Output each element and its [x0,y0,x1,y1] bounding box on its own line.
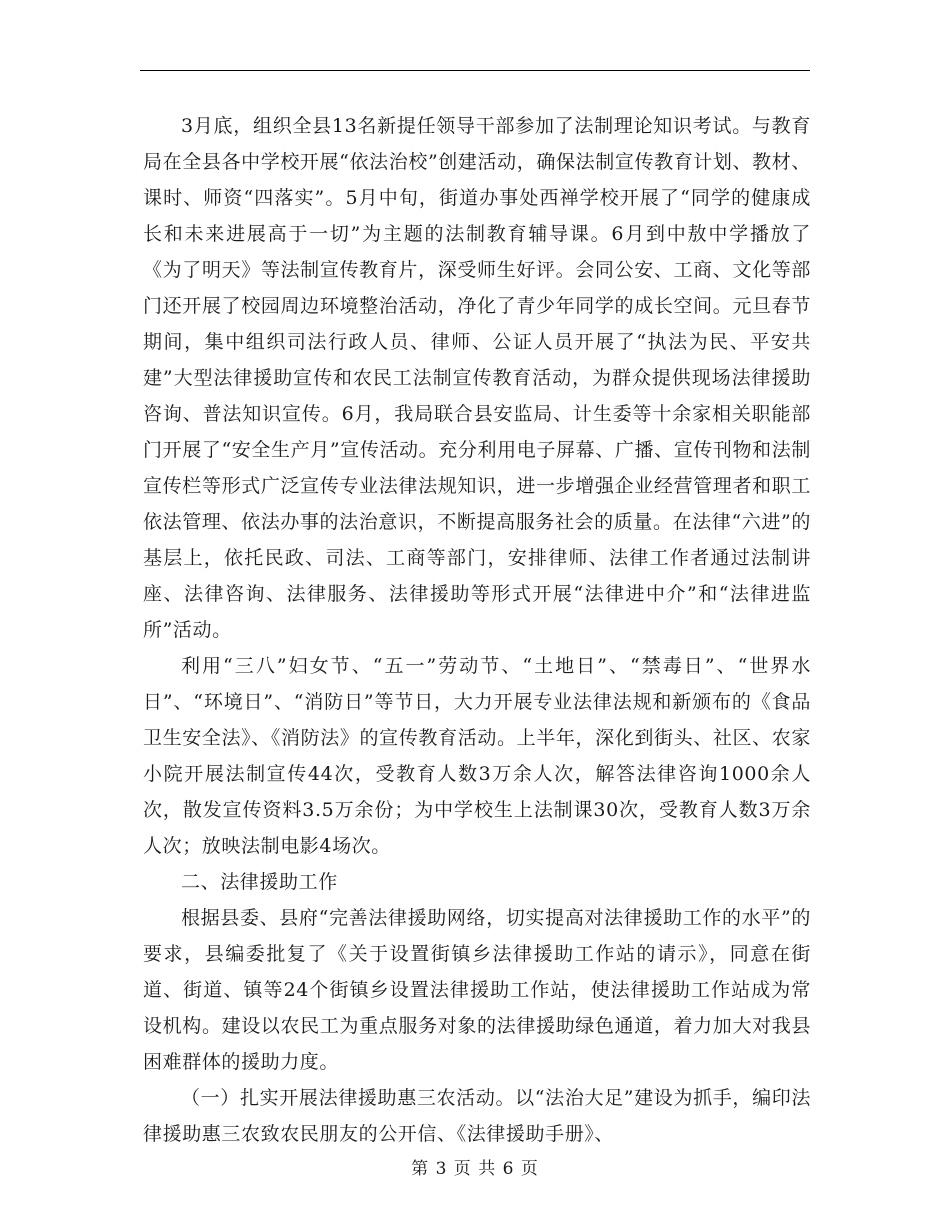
paragraph-legal-aid-network: 根据县委、县府“完善法律援助网络，切实提高对法律援助工作的水平”的要求，县编委批复了《关于设置街镇乡法律援助工作站的请示》，同意在街道、街道、镇等24个街镇乡设置法律援助工作站，使法律援助工作站成为常设机构。建设以农民工为重点服务对象的法律援助绿色通道，着力加大对我县困难群体的援助力度。 [143,907,811,1073]
document-body [143,108,811,1152]
paragraph-festival-campaigns: 利用“三八”妇女节、“五一”劳动节、“土地日”、“禁毒日”、“世界水日”、“环境日”、“消防日”等节日，大力开展专业法律法规和新颁布的《食品卫生安全法》、《消防法》的宣传教育活动。上半年，深化到街头、社区、农家小院开展法制宣传44次，受教育人数3万余人次，解答法律咨询1000余人次，散发宣传资料3.5万余份；为中学校生上法制课30次，受教育人数3万余人次；放映法制电影4场次。 [143,655,811,857]
page-footer: 第 3 页 共 6 页 [411,1159,539,1179]
paragraph-legal-publicity-activities: 3月底，组织全县13名新提任领导干部参加了法制理论知识考试。与教育局在全县各中学校开展“依法治校”创建活动，确保法制宣传教育计划、教材、课时、师资“四落实”。5月中旬，街道办事处西禅学校开展了“同学的健康成长和未来进展高于一切”为主题的法制教育辅导课。6月到中敖中学播放了《为了明天》等法制宣传教育片，深受师生好评。会同公安、工商、文化等部门还开展了校园周边环境整治活动，净化了青少年同学的成长空间。元旦春节期间，集中组织司法行政人员、律师、公证人员开展了“执法为民、平安共建”大型法律援助宣传和农民工法制宣传教育活动，为群众提供现场法律援助咨询、普法知识宣传。6月，我局联合县安监局、计生委等十余家相关职能部门开展了“安全生产月”宣传活动。充分利用电子屏幕、广播、宣传刊物和法制宣传栏等形式广泛宣传专业法律法规知识，进一步增强企业经营管理者和职工依法管理、依法办事的法治意识，不断提高服务社会的质量。在法律“六进”的基层上，依托民政、司法、工商等部门，安排律师、法律工作者通过法制讲座、法律咨询、法律服务、法律援助等形式开展“法律进中介”和“法律进监所”活动。 [143,115,811,641]
header-rule [140,70,810,71]
subsection-legal-aid-rural: （一）扎实开展法律援助惠三农活动。以“法治大足”建设为抓手，编印法律援助惠三农致农民朋友的公开信、《法律援助手册》、 [143,1087,811,1145]
section-heading-legal-aid: 二、法律援助工作 [181,871,338,893]
